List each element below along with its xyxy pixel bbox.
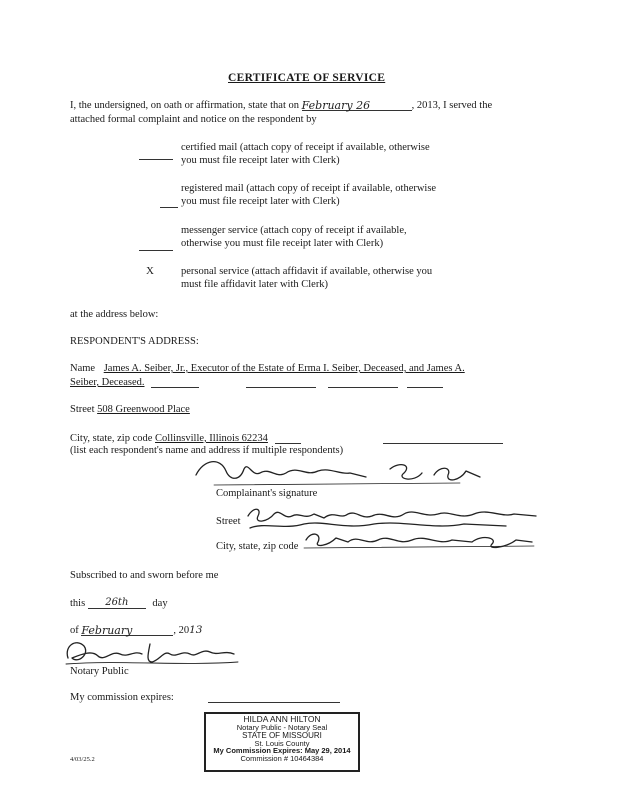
- notary-public-label: Notary Public: [70, 666, 129, 677]
- stamp-line-name: HILDA ANN HILTON: [243, 714, 321, 724]
- list-note: (list each respondent's name and address if multiple respondents): [70, 445, 344, 456]
- personal-service-line-2: must file affidavit later with Clerk): [181, 279, 329, 290]
- address-below-text: at the address below:: [70, 309, 159, 320]
- complainant-city-label: City, state, zip code: [216, 541, 299, 552]
- day-label: day: [152, 598, 168, 609]
- certified-mail-line-1: certified mail (attach copy of receipt if available, otherwise: [181, 142, 430, 153]
- document-title: CERTIFICATE OF SERVICE: [228, 72, 386, 84]
- certified-mail-blank[interactable]: [138, 148, 174, 160]
- respondents-heading: RESPONDENT'S ADDRESS:: [70, 336, 199, 347]
- name-value-line-1[interactable]: James A. Seiber, Jr., Executor of the Estate of Erma I. Seiber, Deceased, and James A.: [103, 363, 465, 374]
- name-blank-1[interactable]: [151, 376, 199, 388]
- commission-row: [70, 691, 340, 703]
- city-blank-2[interactable]: [383, 432, 503, 444]
- stamp-line-state: STATE OF MISSOURI: [242, 730, 322, 740]
- messenger-service-line-1: messenger service (attach copy of receipt if available,: [181, 225, 407, 236]
- street-value[interactable]: 508 Greenwood Place: [97, 404, 190, 415]
- service-date-field[interactable]: February 26: [302, 99, 412, 111]
- city-blank-1[interactable]: [275, 432, 301, 444]
- this-label: this: [70, 598, 86, 609]
- this-day-row: [70, 597, 168, 609]
- intro-line-1: [70, 99, 492, 111]
- of-label: of: [70, 625, 79, 636]
- form-number: 4/03/25.2: [70, 756, 95, 763]
- year-field[interactable]: 13: [189, 624, 203, 636]
- of-month-row: [70, 624, 203, 636]
- complainant-city-handwriting[interactable]: [302, 528, 538, 552]
- stamp-line-commission: Commission # 10464384: [240, 754, 324, 764]
- commission-label: My commission expires:: [70, 692, 174, 703]
- intro-line-2: attached formal complaint and notice on the respondent by: [70, 114, 317, 125]
- name-blank-4[interactable]: [407, 376, 443, 388]
- subscribed-text: Subscribed to and sworn before me: [70, 570, 219, 581]
- stamp-line-county: St. Louis County: [254, 738, 310, 748]
- name-row: [70, 363, 465, 374]
- registered-mail-blank[interactable]: [158, 196, 180, 208]
- messenger-service-line-2: otherwise you must file receipt later with Clerk): [181, 238, 384, 249]
- city-value[interactable]: Collinsville, Illinois 62234: [155, 433, 268, 444]
- name-blank-2[interactable]: [246, 376, 316, 388]
- year-prefix: , 20: [173, 625, 190, 636]
- name-value-line-2[interactable]: Seiber, Deceased.: [70, 377, 145, 388]
- name-label: Name: [70, 363, 96, 374]
- city-label: City, state, zip code: [70, 433, 153, 444]
- complainant-signature: [190, 455, 490, 491]
- intro-text: I, the undersigned, on oath or affirmation, state that on: [70, 100, 299, 111]
- name-row-2: [70, 376, 443, 388]
- registered-mail-line-2: you must file receipt later with Clerk): [181, 196, 340, 207]
- stamp-line-seal: Notary Public - Notary Seal: [236, 723, 328, 732]
- messenger-service-blank[interactable]: [138, 239, 174, 251]
- complainant-street-label: Street: [216, 516, 241, 527]
- city-row: [70, 432, 503, 444]
- personal-service-mark[interactable]: X: [146, 265, 154, 277]
- registered-mail-line-1: registered mail (attach copy of receipt if available, otherwise: [181, 183, 437, 194]
- month-field[interactable]: February: [81, 624, 173, 636]
- complainant-signature-label: Complainant's signature: [216, 488, 318, 499]
- street-label: Street: [70, 404, 95, 415]
- day-field[interactable]: 26th: [88, 597, 146, 609]
- notary-seal-stamp: [204, 712, 360, 772]
- name-blank-3[interactable]: [328, 376, 398, 388]
- street-row: [70, 404, 190, 415]
- commission-field[interactable]: [208, 691, 340, 703]
- certified-mail-line-2: you must file receipt later with Clerk): [181, 155, 340, 166]
- intro-year-text: , 2013, I served the: [411, 100, 493, 111]
- notary-signature: [62, 636, 242, 670]
- personal-service-line-1: personal service (attach affidavit if available, otherwise you: [181, 266, 433, 277]
- stamp-line-expires: My Commission Expires: May 29, 2014: [213, 746, 351, 756]
